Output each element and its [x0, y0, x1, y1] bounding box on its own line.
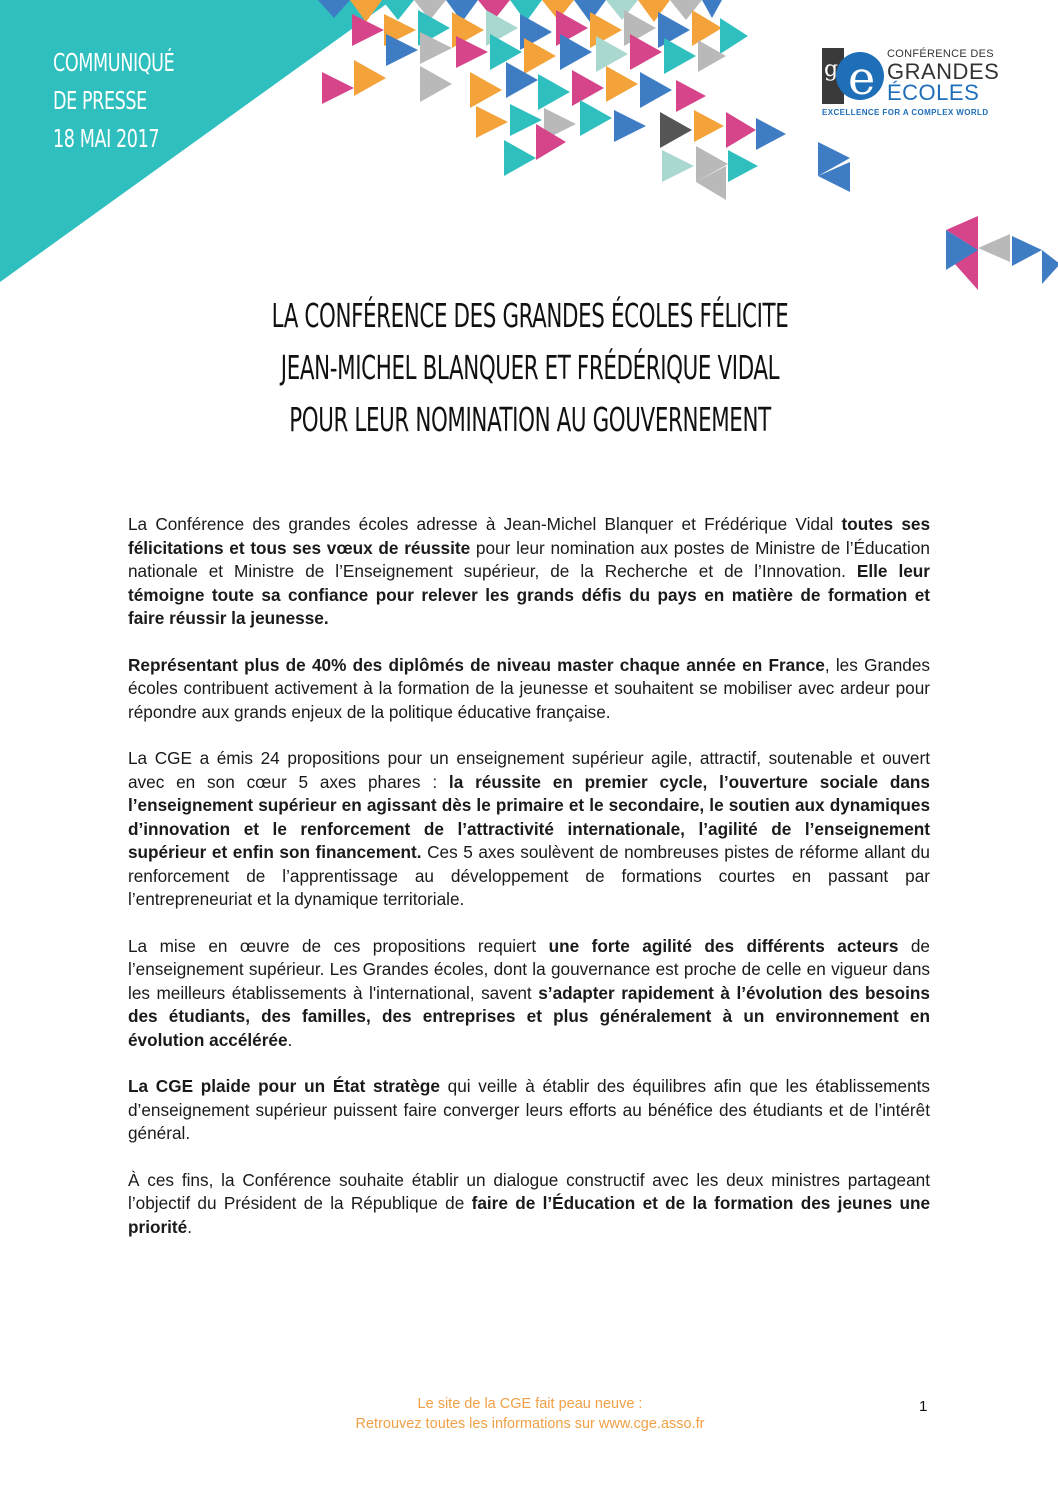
logo-text-line-1: CONFÉRENCE DES — [887, 48, 994, 60]
text-run: Ces 5 axes soulèvent de nombreuses pistes de réforme allant du renforcement de l’apprentissage au développement de formations courtes en passant par l’entrepreneuriat et la dynamique territoriale. — [128, 842, 930, 909]
body-paragraph — [128, 513, 930, 631]
bold-run: la réussite en premier cycle, l’ouverture sociale dans l’enseignement supérieur en agissant dès le primaire et le secondaire, le soutien aux dynamiques d’innovation et le renforcement de l’attractivité internationale, l’agilité de l’enseignement supérieur et enfin son financement. — [128, 771, 930, 862]
title-line-3: POUR LEUR NOMINATION AU GOUVERNEMENT — [289, 400, 771, 439]
mosaic-triangle — [664, 38, 696, 74]
body-paragraph — [128, 935, 930, 1053]
body-paragraph — [128, 1169, 930, 1240]
text-run: , les Grandes écoles contribuent activement à la formation de la jeunesse et souhaitent se mobiliser avec ardeur pour répondre aux grands enjeux de la politique éducative française. — [128, 654, 930, 722]
mosaic-triangle — [420, 32, 452, 64]
mosaic-triangle — [978, 234, 1010, 262]
mosaic-triangle — [692, 10, 722, 46]
press-release-title — [150, 290, 910, 446]
press-release-body — [128, 513, 930, 1262]
logo-text-line-2: GRANDES — [887, 59, 1000, 84]
title-line-1: LA CONFÉRENCE DES GRANDES ÉCOLES FÉLICITE — [271, 296, 789, 335]
svg-text:g: g — [824, 57, 839, 82]
bold-run: La CGE plaide pour un État stratège — [128, 1076, 440, 1096]
bold-run: Elle leur témoigne toute sa confiance pour relever les grands défis du pays en matière de formation et faire réussir la jeunesse. — [128, 561, 930, 628]
bold-run: toutes ses félicitations et tous ses vœux de réussite — [128, 514, 930, 558]
bold-run: Représentant plus de 40% des diplômés de niveau master chaque année en France — [128, 654, 825, 675]
mosaic-triangle — [640, 72, 672, 108]
mosaic-triangle — [630, 34, 662, 70]
mosaic-triangle — [606, 66, 638, 102]
mosaic-triangle — [572, 70, 604, 106]
mosaic-triangle — [662, 150, 694, 182]
mosaic-triangle — [694, 110, 724, 142]
footer-notice — [250, 1394, 810, 1434]
mosaic-triangle — [322, 72, 354, 104]
press-label-line-1: COMMUNIQUÉ — [53, 48, 175, 77]
text-run: . — [287, 1029, 293, 1050]
svg-text:e: e — [848, 51, 876, 104]
mosaic-triangle — [614, 110, 646, 142]
title-line-2: JEAN-MICHEL BLANQUER ET FRÉDÉRIQUE VIDAL — [280, 348, 780, 387]
body-paragraph — [128, 1075, 930, 1146]
mosaic-triangle — [756, 118, 786, 150]
mosaic-triangle — [676, 80, 706, 112]
mosaic-triangle — [420, 66, 452, 102]
footer-line-1: Le site de la CGE fait peau neuve : — [417, 1396, 643, 1412]
mosaic-triangle — [538, 74, 570, 110]
bold-run: faire de l’Éducation et de la formation des jeunes une priorité — [128, 1193, 931, 1237]
text-run: de l’enseignement supérieur. Les Grandes écoles, dont la gouvernance est proche de celle en vigueur dans les meilleurs établissements à l'international, savent — [128, 935, 930, 1003]
text-run: La CGE a émis 24 propositions pour un enseignement supérieur agile, attractif, soutenable et ouvert avec en son cœur 5 axes phares : — [128, 748, 930, 792]
text-run: . — [187, 1216, 192, 1237]
mosaic-triangle — [354, 60, 386, 96]
body-paragraph — [128, 747, 930, 912]
press-label-line-2: DE PRESSE — [53, 86, 147, 115]
triangle-mosaic-decoration — [300, 0, 1058, 300]
text-run: pour leur nomination aux postes de Ministre de l’Éducation nationale et Ministre de l’Enseignement supérieur, de la Recherche et de l’Innovation. — [128, 537, 930, 581]
bold-run: une forte agilité des différents acteurs — [548, 935, 899, 956]
mosaic-triangle — [476, 106, 508, 138]
body-paragraph — [128, 654, 930, 725]
text-run: La Conférence des grandes écoles adresse à Jean-Michel Blanquer et Frédérique Vidal — [128, 514, 842, 534]
mosaic-triangle — [596, 36, 628, 72]
mosaic-triangle — [560, 34, 592, 70]
mosaic-triangle — [580, 100, 612, 136]
logo-tagline: EXCELLENCE FOR A COMPLEX WORLD — [822, 108, 989, 117]
mosaic-triangle — [728, 150, 758, 182]
footer-line-2: Retrouvez toutes les informations sur www.cge.asso.fr — [355, 1416, 705, 1432]
mosaic-triangle — [456, 36, 488, 68]
mosaic-triangle — [470, 72, 502, 108]
mosaic-triangle — [660, 112, 692, 148]
logo-text-line-3: ÉCOLES — [887, 80, 980, 105]
cge-logo — [822, 48, 1007, 120]
cge-logo-mark-icon — [822, 48, 884, 104]
text-run: À ces fins, la Conférence souhaite établir un dialogue constructif avec les deux ministres partageant l’objectif du Président de la République de — [128, 1169, 930, 1213]
press-label-line-3: 18 MAI 2017 — [53, 124, 160, 153]
mosaic-triangle — [318, 0, 350, 18]
text-run: qui veille à établir des équilibres afin que les établissements d’enseignement supérieur puissent faire converger leurs efforts au bénéfice des étudiants et de l’intérêt général. — [128, 1076, 930, 1143]
mosaic-triangle — [504, 140, 536, 176]
press-release-label — [53, 44, 174, 158]
page-number: 1 — [919, 1398, 928, 1415]
mosaic-triangle — [720, 18, 748, 54]
mosaic-triangle — [702, 0, 722, 18]
mosaic-triangle — [726, 112, 756, 148]
text-run: La mise en œuvre de ces propositions requiert — [128, 935, 549, 956]
bold-run: s’adapter rapidement à l’évolution des besoins des étudiants, des familles, des entreprises et plus généralement à un environnement en évolution accélérée — [128, 982, 930, 1050]
mosaic-triangle — [524, 38, 556, 74]
mosaic-triangle — [386, 34, 418, 66]
mosaic-triangle — [1012, 236, 1042, 266]
mosaic-triangle — [1042, 250, 1058, 284]
